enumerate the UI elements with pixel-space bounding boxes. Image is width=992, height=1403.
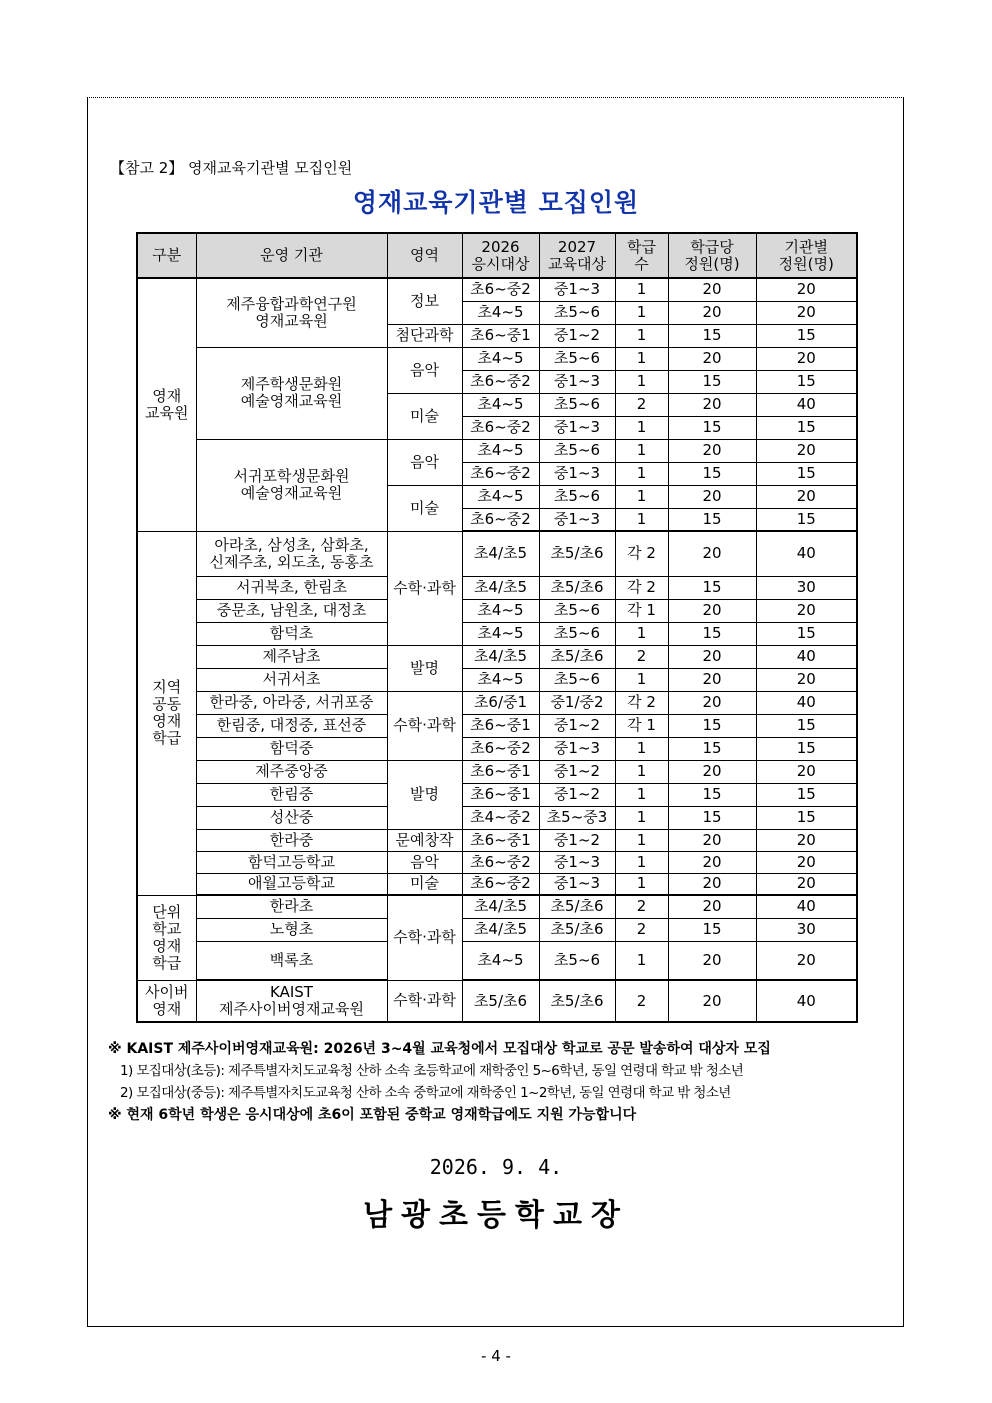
field-name: 음악: [387, 439, 462, 485]
cell-classes: 각 2: [615, 691, 668, 714]
cell-per: 15: [668, 462, 756, 485]
cell-classes: 1: [615, 760, 668, 783]
institution-name: 노형초: [196, 918, 387, 941]
cell-total: 20: [756, 851, 857, 873]
cell-total: 15: [756, 806, 857, 829]
table-row: [137, 829, 857, 851]
note-grade6: ※ 현재 6학년 학생은 응시대상에 초6이 포함된 중학교 영재학급에도 지원 가능합니다: [108, 1107, 637, 1123]
cell-classes: 2: [615, 980, 668, 1022]
recruitment-table: [136, 232, 858, 1023]
institution-name: 제주융합과학연구원 영재교육원: [196, 278, 387, 347]
table-row: [137, 691, 857, 714]
table-row: [137, 531, 857, 576]
cell-per: 15: [668, 324, 756, 347]
cell-classes: 1: [615, 485, 668, 508]
cell-per: 20: [668, 895, 756, 918]
cell-edu: 초5~6: [539, 393, 615, 416]
cell-exam: 초4/초5: [462, 645, 539, 668]
field-name: 미술: [387, 393, 462, 439]
cell-total: 20: [756, 599, 857, 622]
institution-name: 함덕고등학교: [196, 851, 387, 873]
table-row: [137, 737, 857, 760]
cell-per: 15: [668, 737, 756, 760]
cell-classes: 2: [615, 393, 668, 416]
field-name: 수학·과학: [387, 980, 462, 1022]
field-name: 발명: [387, 645, 462, 691]
cell-edu: 중1~2: [539, 324, 615, 347]
cell-edu: 중1~3: [539, 370, 615, 393]
cell-classes: 각 1: [615, 714, 668, 737]
cell-edu: 초5~6: [539, 301, 615, 324]
cell-edu: 중1~3: [539, 873, 615, 895]
cell-exam: 초6~중2: [462, 737, 539, 760]
field-name: 음악: [387, 347, 462, 393]
cell-exam: 초5/초6: [462, 980, 539, 1022]
cell-total: 15: [756, 324, 857, 347]
cell-classes: 1: [615, 462, 668, 485]
cell-exam: 초6~중1: [462, 714, 539, 737]
table-row: [137, 806, 857, 829]
cell-edu: 초5/초6: [539, 645, 615, 668]
institution-name: 아라초, 삼성초, 삼화초, 신제주초, 외도초, 동홍초: [196, 531, 387, 576]
institution-name: 제주학생문화원 예술영재교육원: [196, 347, 387, 439]
cell-exam: 초4~5: [462, 668, 539, 691]
cell-total: 40: [756, 691, 857, 714]
cell-total: 30: [756, 918, 857, 941]
cell-edu: 초5/초6: [539, 531, 615, 576]
header-exam-target: 2026 응시대상: [462, 233, 539, 278]
cell-exam: 초4~5: [462, 622, 539, 645]
section-label: 지역 공동 영재 학급: [137, 531, 196, 895]
cell-total: 40: [756, 393, 857, 416]
cell-classes: 1: [615, 873, 668, 895]
table-row: [137, 439, 857, 462]
cell-per: 20: [668, 439, 756, 462]
cell-total: 20: [756, 278, 857, 301]
institution-name: 제주남초: [196, 645, 387, 668]
cell-exam: 초4/초5: [462, 918, 539, 941]
cell-classes: 1: [615, 370, 668, 393]
field-name: 미술: [387, 485, 462, 531]
cell-classes: 1: [615, 806, 668, 829]
institution-name: 함덕초: [196, 622, 387, 645]
table-row: [137, 941, 857, 980]
cell-per: 20: [668, 531, 756, 576]
table-header-row: [137, 233, 857, 278]
note-elementary: 1) 모집대상(초등): 제주특별자치도교육청 산하 소속 초등학교에 재학중인 5~6학년, 동일 연령대 학교 밖 청소년: [120, 1063, 744, 1079]
field-name: 첨단과학: [387, 324, 462, 347]
cell-per: 20: [668, 645, 756, 668]
cell-edu: 초5~6: [539, 941, 615, 980]
cell-total: 15: [756, 737, 857, 760]
cell-classes: 1: [615, 737, 668, 760]
cell-exam: 초4~5: [462, 599, 539, 622]
field-name: 수학·과학: [387, 531, 462, 645]
table-row: [137, 622, 857, 645]
cell-classes: 각 2: [615, 576, 668, 599]
document-title: 영재교육기관별 모집인원: [352, 188, 640, 217]
cell-per: 20: [668, 278, 756, 301]
cell-exam: 초4~5: [462, 485, 539, 508]
cell-total: 15: [756, 416, 857, 439]
table-row: [137, 918, 857, 941]
cell-total: 15: [756, 508, 857, 531]
cell-edu: 중1~3: [539, 416, 615, 439]
notes: [108, 1038, 868, 1126]
cell-per: 15: [668, 416, 756, 439]
cell-classes: 각 1: [615, 599, 668, 622]
cell-exam: 초6~중1: [462, 324, 539, 347]
table-row: [137, 980, 857, 1022]
cell-per: 20: [668, 873, 756, 895]
cell-edu: 중1~3: [539, 278, 615, 301]
institution-name: 함덕중: [196, 737, 387, 760]
header-classes: 학급 수: [615, 233, 668, 278]
cell-per: 20: [668, 691, 756, 714]
cell-total: 20: [756, 760, 857, 783]
cell-classes: 각 2: [615, 531, 668, 576]
cell-total: 30: [756, 576, 857, 599]
cell-exam: 초4~5: [462, 301, 539, 324]
cell-classes: 1: [615, 301, 668, 324]
cell-total: 15: [756, 370, 857, 393]
cell-exam: 초4/초5: [462, 531, 539, 576]
field-name: 미술: [387, 873, 462, 895]
cell-exam: 초6~중2: [462, 851, 539, 873]
cell-exam: 초6/중1: [462, 691, 539, 714]
table-row: [137, 347, 857, 370]
cell-exam: 초6~중2: [462, 462, 539, 485]
cell-edu: 초5~중3: [539, 806, 615, 829]
table-row: [137, 851, 857, 873]
institution-name: 한라초: [196, 895, 387, 918]
cell-total: 40: [756, 895, 857, 918]
cell-total: 15: [756, 714, 857, 737]
table-row: [137, 278, 857, 301]
page-number: - 4 -: [481, 1347, 511, 1365]
cell-per: 20: [668, 980, 756, 1022]
note-kaist: ※ KAIST 제주사이버영재교육원: 2026년 3~4월 교육청에서 모집대상 학교로 공문 발송하여 대상자 모집: [108, 1041, 771, 1057]
field-name: 수학·과학: [387, 895, 462, 980]
cell-per: 15: [668, 576, 756, 599]
cell-exam: 초6~중2: [462, 873, 539, 895]
cell-total: 20: [756, 873, 857, 895]
institution-name: 애월고등학교: [196, 873, 387, 895]
field-name: 문예창작: [387, 829, 462, 851]
cell-total: 15: [756, 622, 857, 645]
cell-per: 15: [668, 714, 756, 737]
cell-classes: 2: [615, 895, 668, 918]
cell-total: 15: [756, 462, 857, 485]
field-name: 정보: [387, 278, 462, 324]
field-name: 음악: [387, 851, 462, 873]
cell-exam: 초6~중2: [462, 416, 539, 439]
cell-exam: 초6~중2: [462, 508, 539, 531]
institution-name: 한림중: [196, 783, 387, 806]
institution-name: 한라중, 아라중, 서귀포중: [196, 691, 387, 714]
header-category: 구분: [137, 233, 196, 278]
cell-edu: 중1~2: [539, 829, 615, 851]
cell-per: 20: [668, 347, 756, 370]
cell-exam: 초6~중1: [462, 783, 539, 806]
cell-exam: 초4/초5: [462, 895, 539, 918]
institution-name: 서귀포학생문화원 예술영재교육원: [196, 439, 387, 531]
table-row: [137, 668, 857, 691]
header-total: 기관별 정원(명): [756, 233, 857, 278]
cell-edu: 초5~6: [539, 599, 615, 622]
cell-total: 20: [756, 347, 857, 370]
field-name: 수학·과학: [387, 691, 462, 760]
institution-name: 한림중, 대정중, 표선중: [196, 714, 387, 737]
institution-name: KAIST 제주사이버영재교육원: [196, 980, 387, 1022]
cell-per: 20: [668, 851, 756, 873]
cell-total: 40: [756, 531, 857, 576]
section-label: 영재 교육원: [137, 278, 196, 531]
header-per-class: 학급당 정원(명): [668, 233, 756, 278]
cell-classes: 2: [615, 918, 668, 941]
cell-total: 20: [756, 668, 857, 691]
cell-exam: 초4~5: [462, 347, 539, 370]
institution-name: 제주중앙중: [196, 760, 387, 783]
note-middle: 2) 모집대상(중등): 제주특별자치도교육청 산하 소속 중학교에 재학중인 1~2학년, 동일 연령대 학교 밖 청소년: [120, 1085, 731, 1101]
header-edu-target: 2027 교육대상: [539, 233, 615, 278]
cell-classes: 1: [615, 508, 668, 531]
cell-exam: 초6~중2: [462, 370, 539, 393]
cell-edu: 초5/초6: [539, 980, 615, 1022]
cell-classes: 2: [615, 645, 668, 668]
cell-edu: 초5~6: [539, 485, 615, 508]
document-date: 2026. 9. 4.: [429, 1155, 563, 1179]
cell-per: 20: [668, 760, 756, 783]
cell-classes: 1: [615, 439, 668, 462]
cell-total: 20: [756, 829, 857, 851]
cell-per: 15: [668, 622, 756, 645]
cell-edu: 초5~6: [539, 347, 615, 370]
cell-per: 15: [668, 783, 756, 806]
cell-per: 20: [668, 599, 756, 622]
cell-per: 20: [668, 393, 756, 416]
cell-per: 15: [668, 370, 756, 393]
section-label: 단위 학교 영재 학급: [137, 895, 196, 980]
cell-edu: 중1~2: [539, 714, 615, 737]
cell-edu: 초5/초6: [539, 918, 615, 941]
cell-per: 20: [668, 941, 756, 980]
cell-total: 40: [756, 645, 857, 668]
table-row: [137, 576, 857, 599]
cell-per: 20: [668, 485, 756, 508]
cell-per: 20: [668, 829, 756, 851]
cell-edu: 중1~3: [539, 737, 615, 760]
cell-total: 15: [756, 783, 857, 806]
institution-name: 백록초: [196, 941, 387, 980]
cell-edu: 초5~6: [539, 622, 615, 645]
header-institution: 운영 기관: [196, 233, 387, 278]
cell-exam: 초4~5: [462, 393, 539, 416]
cell-total: 20: [756, 301, 857, 324]
cell-classes: 1: [615, 416, 668, 439]
cell-exam: 초4/초5: [462, 576, 539, 599]
table-row: [137, 895, 857, 918]
cell-total: 20: [756, 941, 857, 980]
header-field: 영역: [387, 233, 462, 278]
cell-exam: 초6~중2: [462, 278, 539, 301]
cell-per: 20: [668, 301, 756, 324]
table-row: [137, 873, 857, 895]
cell-edu: 초5~6: [539, 439, 615, 462]
cell-exam: 초4~중2: [462, 806, 539, 829]
table-row: [137, 783, 857, 806]
cell-classes: 1: [615, 851, 668, 873]
cell-edu: 중1~3: [539, 851, 615, 873]
table-row: [137, 599, 857, 622]
issuer-name: 남광초등학교장: [363, 1198, 629, 1233]
cell-classes: 1: [615, 278, 668, 301]
cell-total: 40: [756, 980, 857, 1022]
cell-per: 15: [668, 806, 756, 829]
cell-classes: 1: [615, 829, 668, 851]
cell-exam: 초4~5: [462, 439, 539, 462]
institution-name: 한라중: [196, 829, 387, 851]
cell-per: 15: [668, 918, 756, 941]
cell-per: 20: [668, 668, 756, 691]
cell-edu: 초5/초6: [539, 895, 615, 918]
cell-per: 15: [668, 508, 756, 531]
cell-edu: 중1~3: [539, 508, 615, 531]
institution-name: 서귀서초: [196, 668, 387, 691]
cell-edu: 중1~3: [539, 462, 615, 485]
reference-label: 【참고 2】 영재교육기관별 모집인원: [110, 159, 353, 177]
cell-exam: 초6~중1: [462, 760, 539, 783]
cell-classes: 1: [615, 941, 668, 980]
institution-name: 서귀북초, 한림초: [196, 576, 387, 599]
section-label: 사이버 영재: [137, 980, 196, 1022]
cell-edu: 초5~6: [539, 668, 615, 691]
cell-total: 20: [756, 485, 857, 508]
cell-classes: 1: [615, 783, 668, 806]
cell-edu: 초5/초6: [539, 576, 615, 599]
cell-classes: 1: [615, 324, 668, 347]
table-row: [137, 645, 857, 668]
cell-exam: 초6~중1: [462, 829, 539, 851]
cell-edu: 중1~2: [539, 783, 615, 806]
cell-total: 20: [756, 439, 857, 462]
institution-name: 성산중: [196, 806, 387, 829]
table-row: [137, 760, 857, 783]
table-row: [137, 714, 857, 737]
cell-classes: 1: [615, 347, 668, 370]
cell-classes: 1: [615, 622, 668, 645]
institution-name: 중문초, 남원초, 대정초: [196, 599, 387, 622]
field-name: 발명: [387, 760, 462, 829]
cell-edu: 중1/중2: [539, 691, 615, 714]
cell-exam: 초4~5: [462, 941, 539, 980]
cell-edu: 중1~2: [539, 760, 615, 783]
cell-classes: 1: [615, 668, 668, 691]
